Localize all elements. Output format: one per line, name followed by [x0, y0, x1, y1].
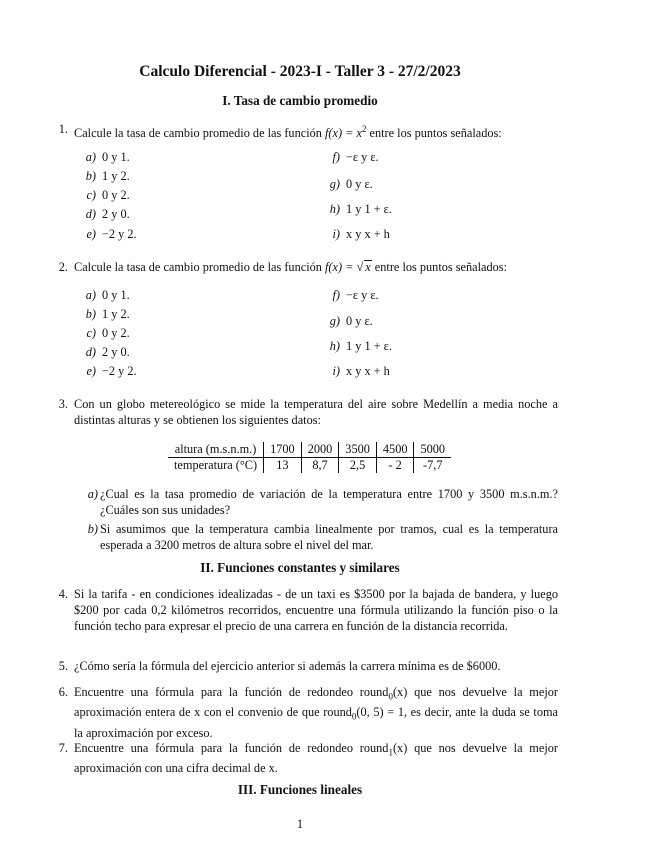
p2-item-f: f) −ε y ε.	[332, 288, 379, 302]
problem-1-text: Calcule la tasa de cambio promedio de las función $f(x) = x^2$ entre los puntos señalados:	[74, 124, 502, 141]
p2-item-c: c) 0 y 2.	[86, 326, 130, 340]
problem-1-number: 1.	[58, 122, 68, 136]
p2-item-e: e) −2 y 2.	[86, 364, 137, 378]
p1-item-i: i) x y x + h	[332, 227, 390, 241]
p1-item-d: d) 2 y 0.	[85, 207, 130, 221]
p2-item-a: a) 0 y 1.	[85, 288, 130, 302]
table-cell: -7,7	[414, 458, 451, 474]
table-row-label: temperatura (°C)	[174, 458, 258, 472]
problem-4-text: Si la tarifa - en condiciones idealizadas - de un taxi es $3500 por la bajada de bandera, y luego $200 por cada 0,2 kilómetros recorridos, encuentre una fórmula utilizando la función piso o la función techo para expresar el precio de una carrera en función de la distancia recorrida.	[74, 587, 558, 633]
table-cell: 2,5	[339, 458, 377, 474]
problem-5-number: 5.	[58, 659, 68, 673]
problem-4-number: 4.	[58, 587, 68, 601]
problem-3-text: Con un globo metereológico se mide la temperatura del aire sobre Medellín a media noche a distintas alturas y se obtienen los siguientes datos:	[74, 397, 558, 427]
p2-item-d: d) 2 y 0.	[85, 345, 130, 359]
page-number: 1	[296, 817, 304, 831]
table-row	[168, 458, 451, 474]
p3-sub-b-label: b)	[87, 522, 98, 536]
table-cell: 4500	[376, 442, 414, 458]
table-cell: 13	[264, 458, 302, 474]
section-heading-3: III. Funciones lineales	[237, 782, 363, 797]
problem-6-text: Encuentre una fórmula para la función de redondeo round$_0$(x) que nos devuelve la mejor aproximación entera de x con el convenio de que round$_0$(0, 5) = 1, es decir, ante la duda se toma la aproximación por exceso.	[74, 685, 558, 740]
p1-item-c: c) 0 y 2.	[86, 188, 130, 202]
temperature-data-table	[168, 442, 451, 473]
p3-sub-a-text: ¿Cual es la tasa promedio de variación de la temperatura entre 1700 y 3500 m.s.n.m.? ¿Cuáles son sus unidades?	[100, 487, 558, 517]
document-title: Calculo Diferencial - 2023-I - Taller 3 - 27/2/2023	[139, 63, 461, 80]
p1-item-f: f) −ε y ε.	[332, 150, 379, 164]
p1-item-a: a) 0 y 1.	[85, 150, 130, 164]
sqrt-symbol: √	[356, 260, 364, 274]
p2-item-b: b) 1 y 2.	[85, 307, 130, 321]
p1-item-e: e) −2 y 2.	[86, 227, 137, 241]
table-cell: 2000	[301, 442, 339, 458]
p2-item-i: i) x y x + h	[332, 364, 390, 378]
table-cell: - 2	[376, 458, 414, 474]
table-row-label: altura (m.s.n.m.)	[168, 442, 264, 458]
p1-item-g: g) 0 y ε.	[329, 177, 373, 191]
section-heading-1: I. Tasa de cambio promedio	[222, 93, 378, 108]
p3-sub-a-label: a)	[87, 487, 98, 501]
problem-6-number: 6.	[58, 685, 68, 699]
section-heading-2: II. Funciones constantes y similares	[200, 560, 400, 575]
table-cell: 3500	[339, 442, 377, 458]
p2-item-g: g) 0 y ε.	[329, 314, 373, 328]
p1-item-b: b) 1 y 2.	[85, 169, 130, 183]
table-cell: 1700	[264, 442, 302, 458]
problem-2-text: Calcule la tasa de cambio promedio de las función f(x) = √ x entre los puntos señalados:	[74, 260, 507, 274]
problem-7-text: Encuentre una fórmula para la función de redondeo round$_1$(x) que nos devuelve la mejor aproximación con una cifra decimal de x.	[74, 741, 558, 776]
table-row	[168, 442, 451, 458]
problem-7-number: 7.	[58, 741, 68, 755]
p3-sub-b-text: Si asumimos que la temperatura cambia linealmente por tramos, cual es la temperatura esperada a 3200 metros de altura sobre el nivel del mar.	[100, 522, 558, 552]
problem-2-number: 2.	[58, 260, 68, 274]
table-cell: 8,7	[301, 458, 339, 474]
problem-3-number: 3.	[58, 397, 68, 411]
p2-item-h: h) 1 y 1 + ε.	[329, 339, 392, 353]
table-cell: 5000	[414, 442, 451, 458]
p1-item-h: h) 1 y 1 + ε.	[329, 202, 392, 216]
problem-5-text: ¿Cómo sería la fórmula del ejercicio anterior si además la carrera mínima es de $6000.	[74, 659, 501, 673]
